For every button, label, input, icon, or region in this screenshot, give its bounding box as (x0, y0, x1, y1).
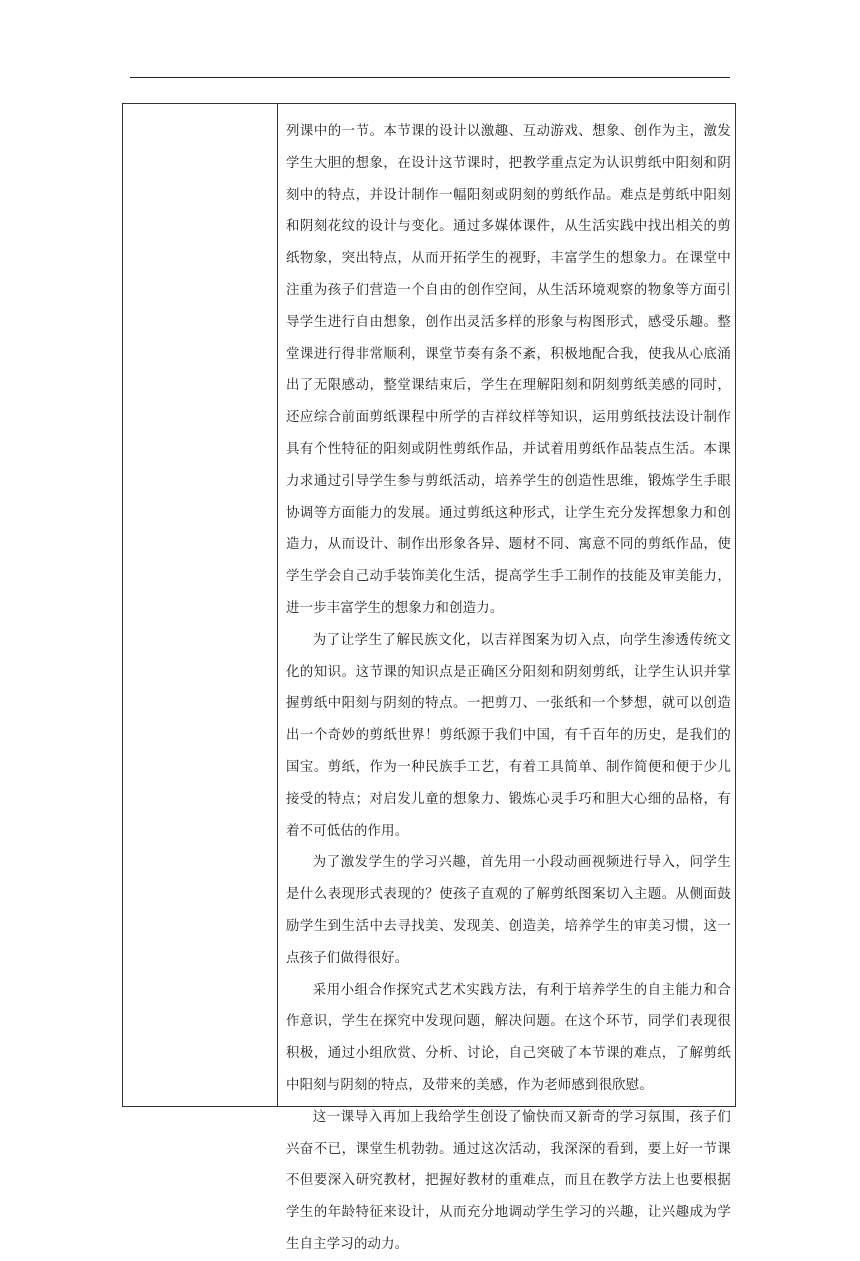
header-rule (130, 77, 730, 78)
paragraph-4: 采用小组合作探究式艺术实践方法，有利于培养学生的自主能力和合作意识，学生在探究中发现问题，解决问题。在这个环节，同学们表现很积极，通过小组欣赏、分析、讨论，自己突破了本节课的难点，了解剪纸中阳刻与阴刻的特点，及带来的美感，作为老师感到很欣慰。 (286, 982, 731, 1093)
table-right-cell (278, 104, 735, 1252)
paragraph-2: 为了让学生了解民族文化，以吉祥图案为切入点，向学生渗透传统文化的知识。这节课的知识点是正确区分阳刻和阴刻剪纸，让学生认识并掌握剪纸中阳刻与阴刻的特点。一把剪刀、一张纸和一个梦想，就可以创造出一个奇妙的剪纸世界！剪纸源于我们中国，有千百年的历史，是我们的国宝。剪纸，作为一种民族手工艺，有着工具简单、制作简便和便于少儿接受的特点；对启发儿童的想象力、锻炼心灵手巧和胆大心细的品格，有着不可低估的作用。 (286, 632, 731, 839)
paragraph-3: 为了激发学生的学习兴趣，首先用一小段动画视频进行导入，问学生是什么表现形式表现的？使孩子直观的了解剪纸图案切入主题。从侧面鼓励学生到生活中去寻找美、发现美、创造美，培养学生的审美习惯，这一点孩子们做得很好。 (286, 855, 731, 966)
paragraph-1: 列课中的一节。本节课的设计以激趣、互动游戏、想象、创作为主，激发学生大胆的想象，在设计这节课时，把教学重点定为认识剪纸中阳刻和阴刻中的特点，并设计制作一幅阳刻或阴刻的剪纸作品。难点是剪纸中阳刻和阴刻花纹的设计与变化。通过多媒体课件，从生活实践中找出相关的剪纸物象，突出特点，从而开拓学生的视野，丰富学生的想象力。在课堂中注重为孩子们营造一个自由的创作空间，从生活环境观察的物象等方面引导学生进行自由想象，创作出灵活多样的形象与构图形式，感受乐趣。整堂课进行得非常顺利，课堂节奏有条不紊，积极地配合我，使我从心底涌出了无限感动，整堂课结束后，学生在理解阳刻和阴刻剪纸美感的同时，还应综合前面剪纸课程中所学的吉祥纹样等知识，运用剪纸技法设计制作具有个性特征的阳刻或阴性剪纸作品，并试着用剪纸作品装点生活。本课力求通过引导学生参与剪纸活动，培养学生的创造性思维，锻炼学生手眼协调等方面能力的发展。通过剪纸这种形式，让学生充分发挥想象力和创造力，从而设计、制作出形象各异、题材不同、寓意不同的剪纸作品，使学生学会自己动手装饰美化生活，提高学生手工制作的技能及审美能力，进一步丰富学生的想象力和创造力。 (286, 124, 731, 616)
paragraph-5: 这一课导入再加上我给学生创设了愉快而又新奇的学习氛围，孩子们兴奋不已，课堂生机勃勃。通过这次活动，我深深的看到，要上好一节课不但要深入研究教材，把握好教材的重难点，而且在教学方法上也要根据学生的年龄特征来设计，从而充分地调动学生学习的兴趣，让兴趣成为学生自主学习的动力。 (286, 1109, 731, 1252)
table-left-cell (123, 104, 278, 1106)
document-table (122, 103, 736, 1252)
